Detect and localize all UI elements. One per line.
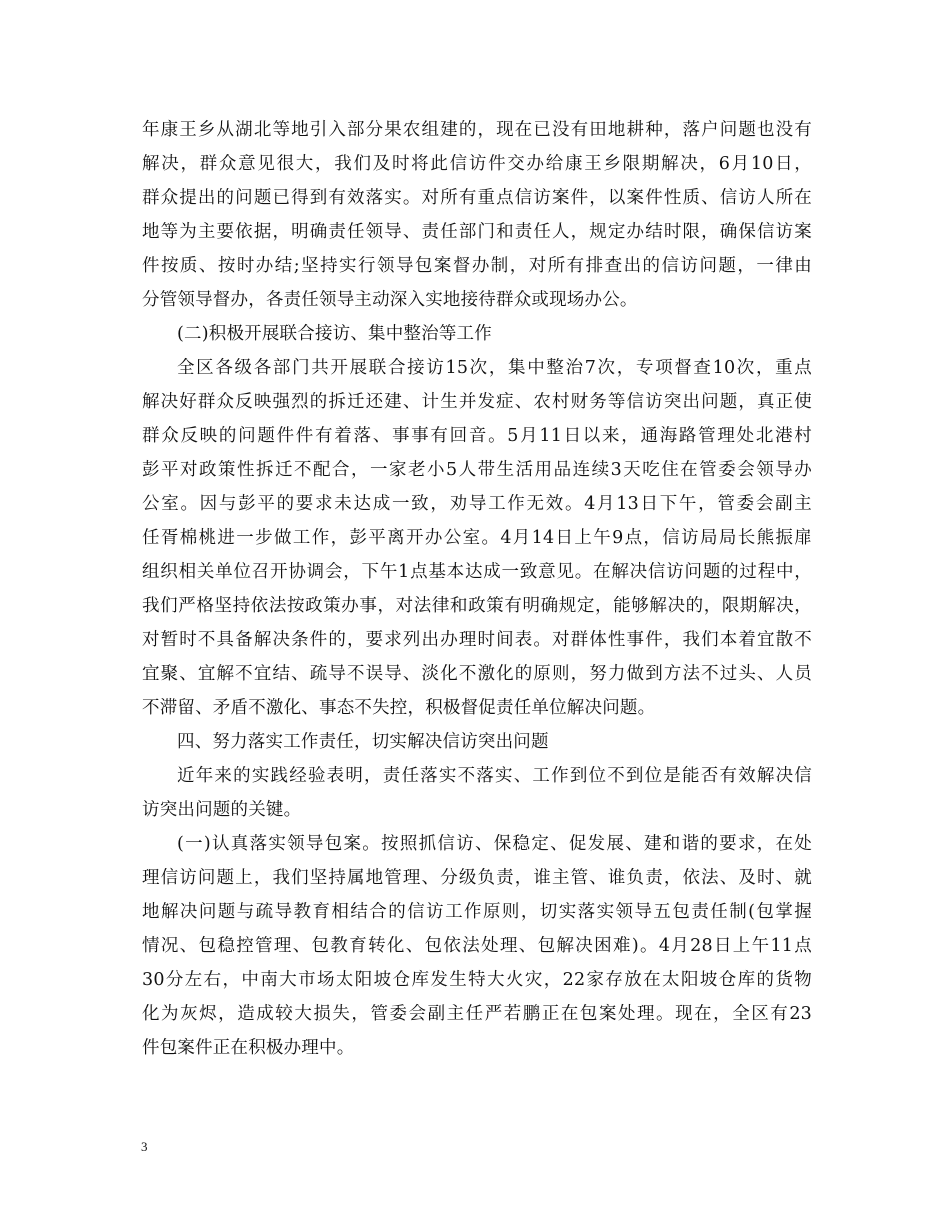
text-line: (一)认真落实领导包案。按照抓信访、保稳定、促发展、建和谐的要求，在处	[177, 834, 812, 854]
text-line: 宜聚、宜解不宜结、疏导不误导、淡化不激化的原则，努力做到方法不过头、人员	[142, 664, 812, 684]
text-line: 任胥棉桃进一步做工作，彭平离开办公室。4月14日上午9点，信访局局长熊振扉	[142, 528, 812, 548]
text-line: 件按质、按时办结;坚持实行领导包案督办制，对所有排查出的信访问题，一律由	[142, 256, 812, 276]
text-line: 全区各级各部门共开展联合接访15次，集中整治7次，专项督查10次，重点	[177, 358, 812, 378]
text-line: 群众反映的问题件件有着落、事事有回音。5月11日以来，通海路管理处北港村	[142, 426, 812, 446]
text-line: 地等为主要依据，明确责任领导、责任部门和责任人，规定办结时限，确保信访案	[142, 222, 812, 242]
text-line: 公室。因与彭平的要求未达成一致，劝导工作无效。4月13日下午，管委会副主	[142, 494, 812, 514]
text-line: 近年来的实践经验表明，责任落实不落实、工作到位不到位是能否有效解决信	[177, 766, 812, 786]
text-line: 访突出问题的关键。	[142, 800, 302, 820]
text-line: 分管领导督办，各责任领导主动深入实地接待群众或现场办公。	[142, 290, 638, 310]
page-number: 3	[141, 1139, 148, 1154]
text-line: 我们严格坚持依法按政策办事，对法律和政策有明确规定，能够解决的，限期解决，	[142, 596, 812, 616]
section-heading: 四、努力落实工作责任，切实解决信访突出问题	[177, 732, 549, 752]
text-line: 解决好群众反映强烈的拆迁还建、计生并发症、农村财务等信访突出问题，真正使	[142, 392, 812, 412]
text-line: 30分左右，中南大市场太阳坡仓库发生特大火灾，22家存放在太阳坡仓库的货物	[142, 970, 812, 990]
text-line: 群众提出的问题已得到有效落实。对所有重点信访案件，以案件性质、信访人所在	[142, 188, 812, 208]
text-line: 件包案件正在积极办理中。	[142, 1038, 355, 1058]
text-line: 对暂时不具备解决条件的，要求列出办理时间表。对群体性事件，我们本着宜散不	[142, 630, 812, 650]
text-line: 情况、包稳控管理、包教育转化、包依法处理、包解决困难)。4月28日上午11点	[142, 936, 812, 956]
text-line: 解决，群众意见很大，我们及时将此信访件交办给康王乡限期解决，6月10日，	[142, 154, 812, 174]
section-heading: (二)积极开展联合接访、集中整治等工作	[177, 324, 492, 344]
text-line: 地解决问题与疏导教育相结合的信访工作原则，切实落实领导五包责任制(包掌握	[142, 902, 812, 922]
text-line: 组织相关单位召开协调会，下午1点基本达成一致意见。在解决信访问题的过程中，	[142, 562, 812, 582]
text-line: 年康王乡从湖北等地引入部分果农组建的，现在已没有田地耕种，落户问题也没有	[142, 120, 812, 140]
text-line: 化为灰烬，造成较大损失，管委会副主任严若鹏正在包案处理。现在，全区有23	[142, 1004, 812, 1024]
text-line: 彭平对政策性拆迁不配合，一家老小5人带生活用品连续3天吃住在管委会领导办	[142, 460, 812, 480]
text-line: 理信访问题上，我们坚持属地管理、分级负责，谁主管、谁负责，依法、及时、就	[142, 868, 812, 888]
text-line: 不滞留、矛盾不激化、事态不失控，积极督促责任单位解决问题。	[142, 698, 656, 718]
